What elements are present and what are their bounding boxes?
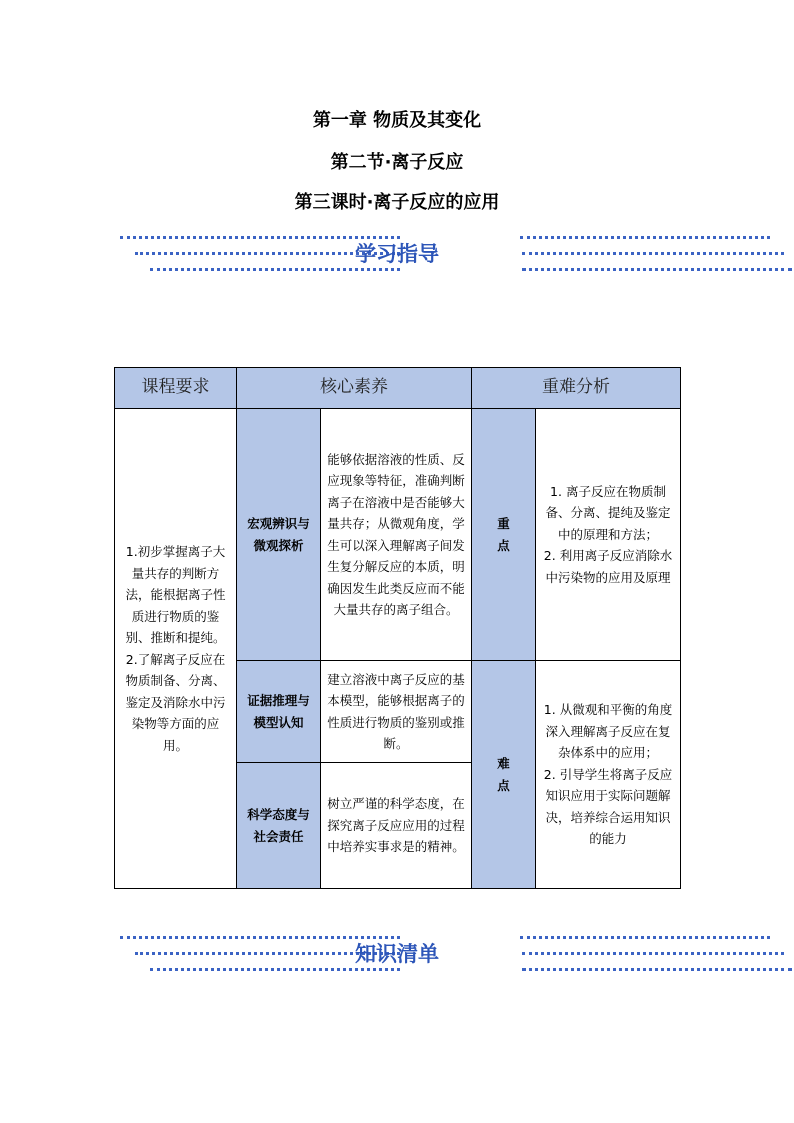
chapter-title: 第一章 物质及其变化 xyxy=(312,110,482,131)
section-title: 第二节·离子反应 xyxy=(330,152,464,173)
analysis-desc-difficult: 1. 从微观和平衡的角度深入理解离子反应在复杂体系中的应用； 2. 引导学生将离子反应知识应用于实际问题解决，培养综合运用知识的能力 xyxy=(543,702,673,847)
banner-label: 学习指导 xyxy=(355,241,439,266)
dotted-divider xyxy=(150,268,400,271)
banner-label: 知识清单 xyxy=(355,941,439,966)
dotted-divider xyxy=(150,968,400,971)
literacy-name-cell xyxy=(237,661,321,763)
literacy-name: 科学态度与社会责任 xyxy=(247,806,310,844)
literacy-name: 证据推理与模型认知 xyxy=(247,692,310,730)
analysis-name-cell xyxy=(472,409,536,661)
banner-study-guide xyxy=(0,230,794,280)
banner-knowledge-list xyxy=(0,930,794,980)
literacy-name-cell xyxy=(237,409,321,661)
literacy-desc: 能够依据溶液的性质、反应现象等特征，准确判断离子在溶液中是否能够大量共存；从微观角度，学生可以深入理解离子间发生复分解反应的本质，明确因发生此类反应而不能大量共存的离子组合。 xyxy=(327,451,465,617)
course-requirements-cell xyxy=(115,409,237,889)
lesson-plan-table xyxy=(114,367,681,889)
literacy-desc-cell xyxy=(321,763,472,889)
header-key-difficulty: 重难分析 xyxy=(472,368,681,409)
analysis-desc-key: 1. 离子反应在物质制备、分离、提纯及鉴定中的原理和方法； 2. 利用离子反应消除水中污染物的应用及原理 xyxy=(543,483,673,585)
header-core-literacy: 核心素养 xyxy=(237,368,472,409)
literacy-desc: 建立溶液中离子反应的基本模型，能够根据离子的性质进行物质的鉴别或推断。 xyxy=(327,671,465,751)
dotted-divider xyxy=(522,268,792,271)
literacy-desc: 树立严谨的科学态度，在探究离子反应应用的过程中培养实事求是的精神。 xyxy=(327,796,465,855)
course-requirements-text: 1.初步掌握离子大量共存的判断方法，能根据离子性质进行物质的鉴别、推断和提纯。 2.了解离子反应在物质制备、分离、鉴定及消除水中污染物等方面的应用。 xyxy=(125,544,226,753)
analysis-name-difficult: 难点 xyxy=(497,755,510,793)
analysis-desc-cell xyxy=(536,661,681,889)
analysis-name-cell xyxy=(472,661,536,889)
dotted-divider xyxy=(522,968,792,971)
analysis-desc-cell xyxy=(536,409,681,661)
literacy-name-cell xyxy=(237,763,321,889)
lesson-title: 第三课时·离子反应的应用 xyxy=(294,192,500,213)
literacy-name: 宏观辨识与微观探析 xyxy=(247,515,310,553)
header-course-requirements: 课程要求 xyxy=(115,368,237,409)
literacy-desc-cell xyxy=(321,661,472,763)
literacy-desc-cell xyxy=(321,409,472,661)
analysis-name-key: 重点 xyxy=(497,515,510,553)
